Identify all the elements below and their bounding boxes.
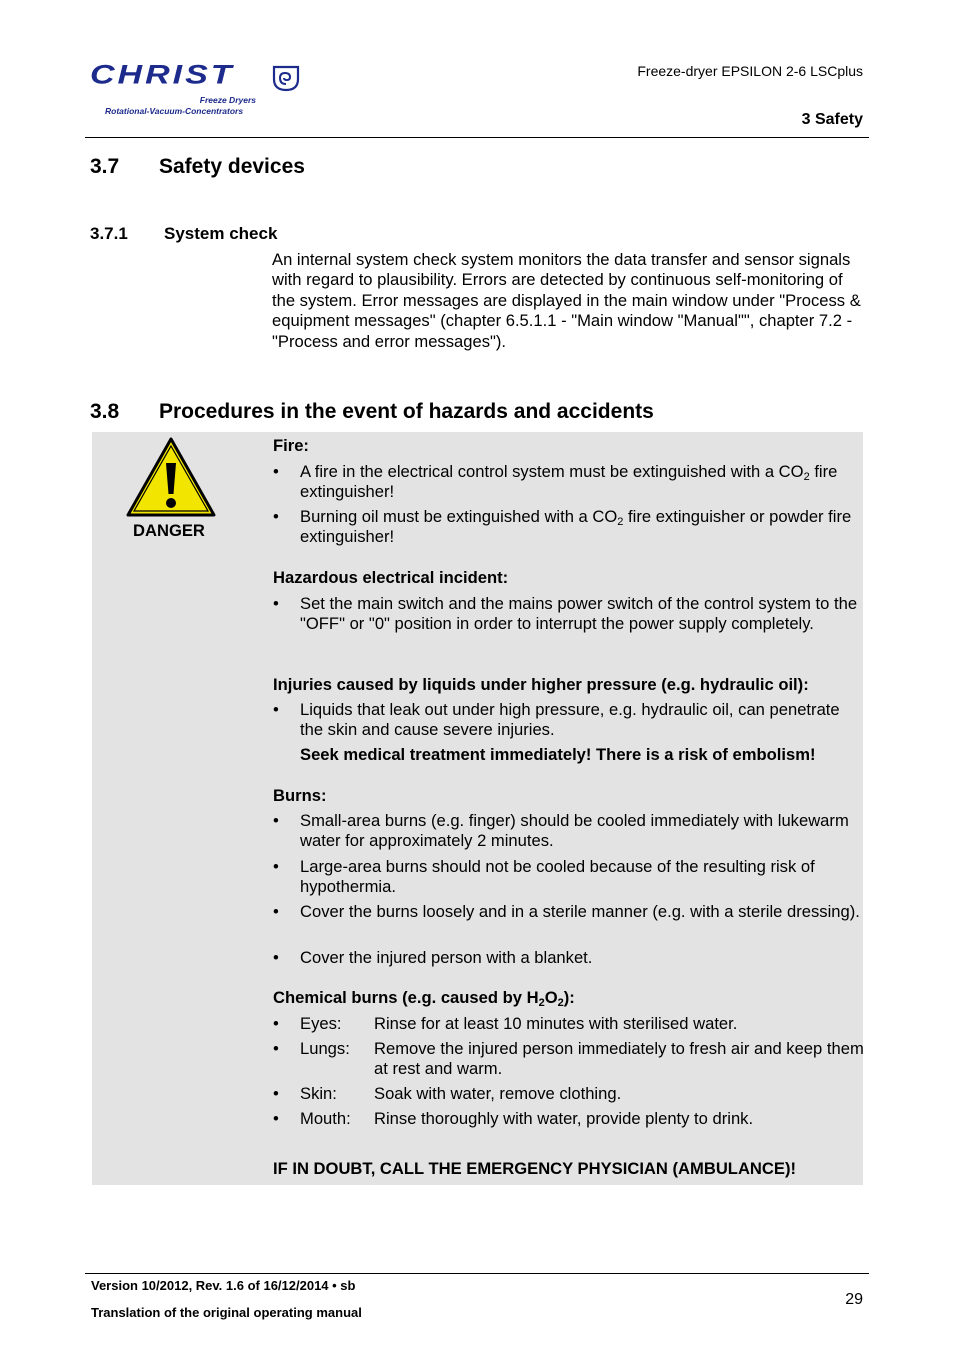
christ-logo [88,58,310,120]
list-item-text: Liquids that leak out under high pressure, e.g. hydraulic oil, can penetrate the skin and cause severe injuries. [300,700,840,740]
bullet: • [273,1084,279,1103]
body-part-label: Eyes: [300,1014,342,1033]
chapter-title: 3 Safety [801,111,863,128]
bullet: • [273,462,279,481]
list-item-text: Large-area burns should not be cooled because of the resulting risk of hypothermia. [300,857,815,897]
logo-wordmark: CHRIST [90,60,235,90]
list-item-text: Remove the injured person immediately to fresh air and keep them at rest and warm. [374,1039,864,1079]
list-item-text: Cover the injured person with a blanket. [300,948,593,967]
bullet: • [273,594,279,613]
bullet: • [273,948,279,967]
list-item-text: A fire in the electrical control system must be extinguished with a $CO_2$ fire extinguisher! [300,462,838,502]
list-item-text: Rinse for at least 10 minutes with sterilised water. [374,1014,738,1033]
footer-version: Version 10/2012, Rev. 1.6 of 16/12/2014 • sb [91,1278,356,1293]
list-item-text: Cover the burns loosely and in a sterile manner (e.g. with a sterile dressing). [300,902,860,921]
logo-tagline-2: Rotational-Vacuum-Concentrators [105,106,244,116]
pressure-injury-heading: Injuries caused by liquids under higher pressure (e.g. hydraulic oil): [273,675,809,694]
footer-divider [85,1273,869,1274]
section-3-8-number: 3.8 [90,400,120,423]
emergency-call-warning: IF IN DOUBT, CALL THE EMERGENCY PHYSICIAN (AMBULANCE)! [273,1159,797,1178]
list-item-text: Soak with water, remove clothing. [374,1084,622,1103]
bullet: • [273,1014,279,1033]
bullet: • [273,700,279,719]
electrical-heading: Hazardous electrical incident: [273,568,509,587]
bullet: • [273,1039,279,1058]
body-part-label: Lungs: [300,1039,350,1058]
body-part-label: Mouth: [300,1109,351,1128]
page-number: 29 [845,1291,863,1308]
section-3-7-1-number: 3.7.1 [90,224,128,243]
fire-heading: Fire: [273,436,309,455]
list-item-text: Burning oil must be extinguished with a $CO_2$ fire extinguisher or powder fire extinguisher! [300,507,852,547]
logo-tagline-1: Freeze Dryers [199,95,256,105]
bullet: • [273,1109,279,1128]
bullet: • [273,902,279,921]
burns-heading: Burns: [273,786,327,805]
christ-spiral-logo-icon [272,64,300,92]
bullet: • [273,811,279,830]
section-3-7-number: 3.7 [90,155,120,178]
header-divider [85,137,869,138]
bullet: • [273,857,279,876]
list-item-text: Set the main switch and the mains power switch of the control system to the "OFF" or "0" position in order to interrupt the power supply completely. [300,594,858,634]
document-title: Freeze-dryer EPSILON 2-6 LSCplus [637,63,863,79]
section-3-7-1-title: System check [164,224,278,243]
list-item-text: Small-area burns (e.g. finger) should be cooled immediately with lukewarm water for approximately 2 minutes. [300,811,849,851]
system-check-paragraph: An internal system check system monitors the data transfer and sensor signals with regard to plausibility. Errors are detected by continuous self-monitoring of the system. Error messages are displayed in the main window under "Process & equipment messages" (chapter 6.5.1.1 - "Main window "Manual"", chapter 7.2 - "Process and error messages"). [272,250,861,351]
section-3-8-title: Procedures in the event of hazards and accidents [159,400,654,423]
list-item-text: Rinse thoroughly with water, provide plenty to drink. [374,1109,754,1128]
chemical-burns-heading: Chemical burns (e.g. caused by $H_2O_2$): [273,988,575,1009]
section-3-7-title: Safety devices [159,155,305,178]
danger-label: DANGER [133,521,205,540]
bullet: • [273,507,279,526]
footer-translation-note: Translation of the original operating manual [91,1305,362,1320]
warning-triangle-icon [125,436,217,518]
body-part-label: Skin: [300,1084,337,1103]
